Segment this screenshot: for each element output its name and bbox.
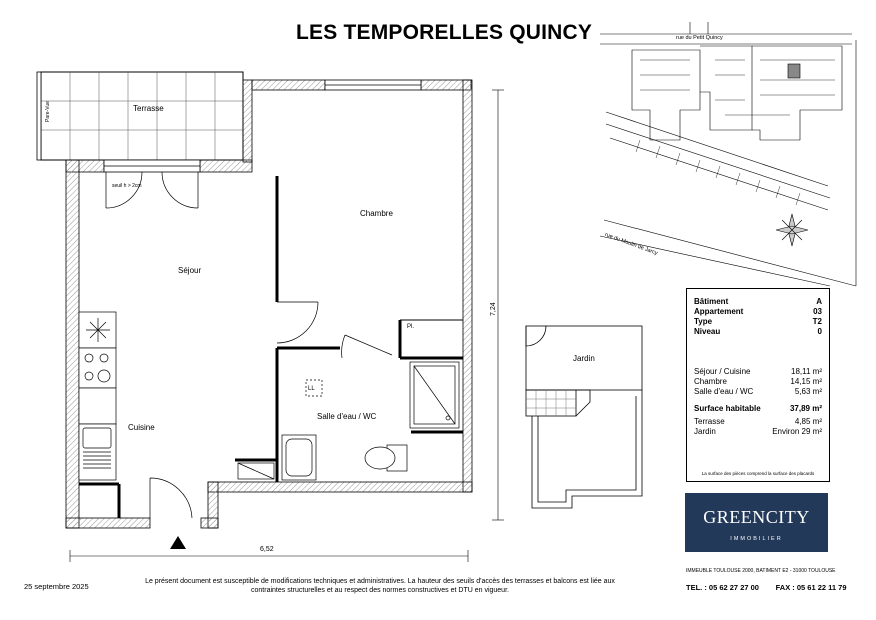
info-row-batiment: Bâtiment A xyxy=(694,297,822,306)
logo-wordmark: GREENCITY xyxy=(703,507,810,527)
street-label-petit-quincy: rue du Petit Quincy xyxy=(676,35,723,41)
company-address: IMMEUBLE TOULOUSE 2000, BATIMENT E2 - 31000 TOULOUSE xyxy=(686,568,836,574)
info-row-chambre: Chambre 14,15 m² xyxy=(694,377,822,386)
info-note: La surface des pièces comprend la surface des placards xyxy=(701,471,815,476)
info-row-jardin: Jardin Environ 29 m² xyxy=(694,427,822,436)
company-phone-fax: TEL. : 05 62 27 27 00 FAX : 05 61 22 11 79 xyxy=(686,583,847,592)
page-title: LES TEMPORELLES QUINCY xyxy=(296,21,593,44)
entrance-arrow-icon xyxy=(170,536,186,549)
info-row-niveau: Niveau 0 xyxy=(694,327,822,336)
placard-label: Pl. xyxy=(407,324,415,330)
info-row-surface-habitable: Surface habitable 37,89 m² xyxy=(694,404,822,413)
info-row-salle-eau: Salle d'eau / WC 5,63 m² xyxy=(694,387,822,396)
room-label-cuisine: Cuisine xyxy=(128,423,155,432)
room-label-sejour: Séjour xyxy=(178,266,202,275)
dimension-width: 6,52 xyxy=(260,546,274,553)
document-date: 25 septembre 2025 xyxy=(24,582,89,591)
info-table xyxy=(686,288,830,482)
pare-vue-label: Pare-Vue xyxy=(45,101,51,122)
info-row-terrasse: Terrasse 4,85 m² xyxy=(694,417,822,426)
room-label-chambre: Chambre xyxy=(360,209,393,218)
dimension-height: 7,24 xyxy=(490,302,497,316)
street-label-moulin-jarcy: rue du Moulin de Jarcy xyxy=(603,232,659,257)
info-row-sejour-cuisine: Séjour / Cuisine 18,11 m² xyxy=(694,367,822,376)
greencity-logo xyxy=(685,493,828,552)
disclaimer: Le présent document est susceptible de modifications techniques et administratives. La hauteur des seuils d'accès des terrasses et balcons est liée aux contraintes structurelles et au respect des normes constructives et DTU en vigueur. xyxy=(145,578,615,594)
room-label-terrasse: Terrasse xyxy=(133,104,164,113)
room-label-jardin: Jardin xyxy=(573,354,595,363)
terrasse-area xyxy=(37,72,243,160)
info-row-type: Type T2 xyxy=(694,317,822,326)
compass-icon xyxy=(776,214,808,246)
lave-linge-label: LL xyxy=(308,386,315,392)
room-label-salle-eau: Salle d'eau / WC xyxy=(317,412,377,421)
info-row-appartement: Appartement 03 xyxy=(694,307,822,316)
logo-subtitle: IMMOBILIER xyxy=(730,536,783,542)
seuil-label: seuil h > 2cm xyxy=(112,183,142,189)
